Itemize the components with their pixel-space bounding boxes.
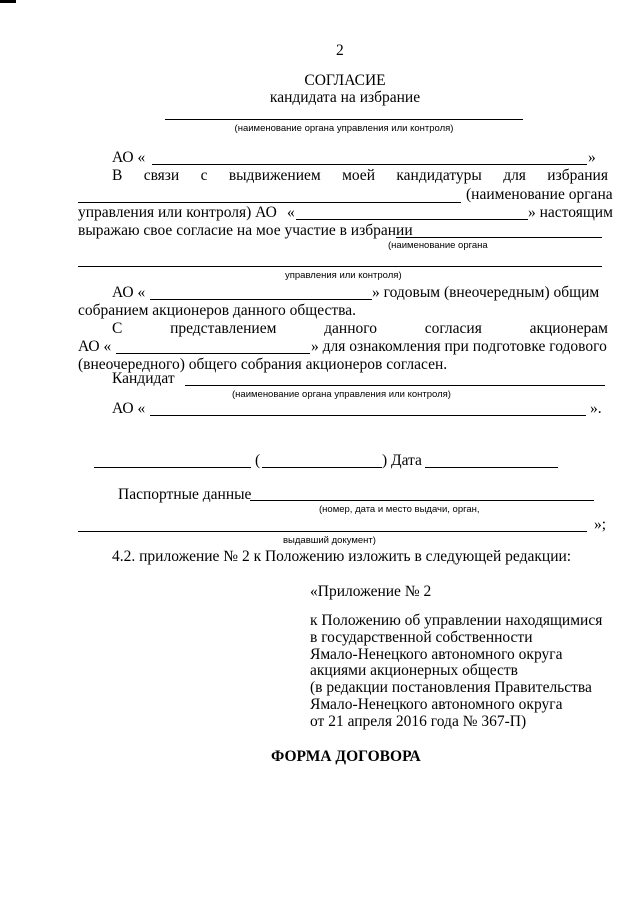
line4-start: управления или контроля) АО: [78, 204, 277, 221]
passport-label: Паспортные данные: [118, 486, 252, 503]
date-blank: [425, 467, 558, 468]
ao-name-blank-5: [150, 415, 586, 416]
sig-open: (: [255, 452, 261, 469]
word: акционерам: [529, 320, 608, 337]
word: согласия: [424, 320, 482, 337]
organ-blank-line: [165, 119, 523, 120]
line6-end: » годовым (внеочередным) общим: [372, 284, 600, 301]
organ-caption-2: (наименование органа управления или контроля): [232, 389, 451, 400]
word: моей: [342, 167, 375, 184]
name-blank: [262, 467, 382, 468]
appendix-line: в государственной собственности: [310, 628, 533, 646]
organ-caption: (наименование органа управления или контроля): [234, 123, 454, 134]
ao-name-blank-4: [116, 353, 310, 354]
line12-start: АО «: [112, 400, 146, 417]
date-label: Дата: [391, 452, 422, 469]
word: данного: [324, 320, 377, 337]
line6-start: АО «: [112, 284, 146, 301]
line3-tail: (наименование органа: [466, 186, 613, 203]
sig-close: ): [382, 452, 388, 469]
line10: (внеочередного) общего собрания акционеров согласен.: [78, 356, 448, 373]
word: связи: [143, 167, 180, 184]
line-end: »;: [594, 516, 607, 533]
form-title: ФОРМА ДОГОВОРА: [271, 748, 421, 765]
page-number: 2: [336, 42, 344, 59]
passport-blank: [250, 500, 594, 501]
appendix-line: (в редакции постановления Правительства: [310, 679, 592, 697]
organ-caption-bottom: управления или контроля): [285, 270, 402, 281]
ao-name-blank-3: [150, 299, 372, 300]
appendix-title: «Приложение № 2: [310, 583, 432, 600]
signature-blank: [94, 467, 251, 468]
organ-caption-top: (наименование органа: [388, 240, 488, 251]
organ-blank-4: [78, 266, 602, 267]
ao-name-blank-2: [296, 219, 528, 220]
document-title: СОГЛАСИЕ: [304, 72, 386, 89]
line5: выражаю свое согласие на мое участие в избрании: [78, 222, 413, 239]
paragraph-line-2: [112, 167, 608, 185]
line9-start: АО «: [78, 338, 112, 355]
line4-quote: «: [287, 204, 295, 221]
issuer-caption: выдавший документ): [283, 535, 376, 546]
line7: собранием акционеров данного общества.: [78, 302, 356, 319]
appendix-line: от 21 апреля 2016 года № 367-П): [310, 712, 527, 730]
line9-end: » для ознакомления при подготовке годового: [311, 338, 607, 355]
word: С: [112, 320, 123, 337]
candidate-blank: [185, 385, 605, 386]
organ-blank-2: [78, 202, 461, 203]
appendix-line: к Положению об управлении находящимися: [310, 612, 603, 629]
passport-caption: (номер, дата и место выдачи, орган,: [319, 504, 480, 515]
appendix-line: Ямало-Ненецкого автономного округа: [310, 645, 563, 663]
issuer-blank: [78, 531, 587, 532]
word: представлением: [170, 320, 277, 337]
word: с: [200, 167, 208, 184]
line4-end: » настоящим: [528, 204, 613, 221]
word: кандидатуры: [396, 167, 482, 184]
document-subtitle: кандидата на избрание: [269, 89, 421, 106]
ao-label-1: АО «: [112, 149, 146, 166]
word: выдвижением: [228, 167, 321, 184]
ao-name-blank-1: [152, 164, 587, 165]
word: избрания: [547, 167, 608, 184]
organ-blank-3: [396, 237, 602, 238]
clause-text: 4.2. приложение № 2 к Положению изложить в следующей редакции:: [112, 548, 572, 565]
candidate-label: Кандидат: [112, 370, 175, 387]
scan-corner-mark: [0, 0, 16, 3]
appendix-block: [310, 613, 602, 731]
appendix-line: акциями акционерных обществ: [310, 662, 518, 680]
word: В: [112, 167, 123, 184]
line12-end: ».: [590, 400, 602, 417]
ao-close-1: »: [588, 149, 596, 166]
paragraph-line-8: [112, 320, 608, 338]
word: для: [503, 167, 526, 184]
appendix-line: Ямало-Ненецкого автономного округа: [310, 695, 563, 713]
